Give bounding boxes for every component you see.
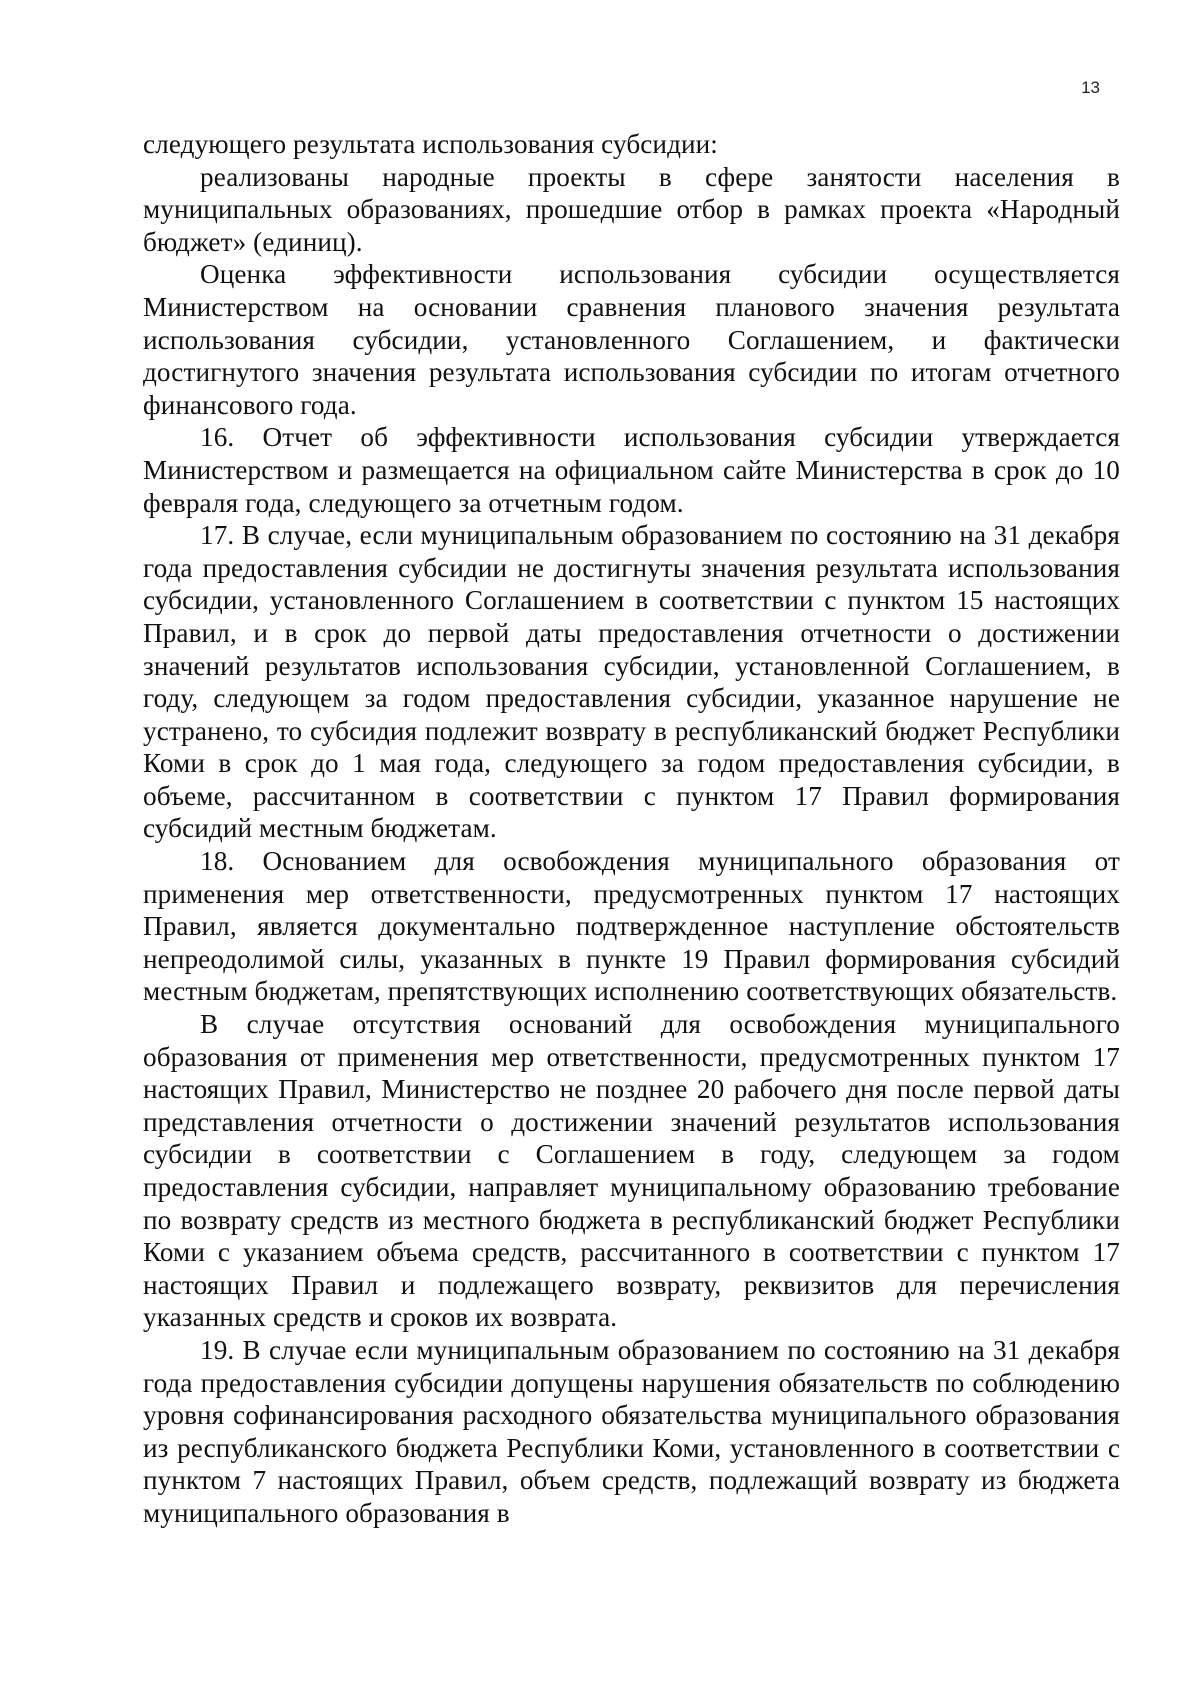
paragraph-item-18: 18. Основанием для освобождения муниципального образования от применения мер ответственности, предусмотренных пунктом 17 настоящих Правил, является документально подтвержденное наступление обстоятельств непреодолимой силы, указанных в пункте 19 Правил формирования субсидий местным бюджетам, препятствующих исполнению соответствующих обязательств. <box>143 846 1120 1007</box>
page-number: 13 <box>1081 78 1100 97</box>
paragraph-item-16: 16. Отчет об эффективности использования субсидии утверждается Министерством и размещается на официальном сайте Министерства в срок до 10 февраля года, следующего за отчетным годом. <box>143 422 1120 518</box>
paragraph-result-item: реализованы народные проекты в сфере занятости населения в муниципальных образованиях, прошедшие отбор в рамках проекта «Народный бюджет» (единиц). <box>143 161 1120 257</box>
paragraph-efficiency-assessment: Оценка эффективности использования субсидии осуществляется Министерством на основании сравнения планового значения результата использования субсидии, установленного Соглашением, и фактически достигнутого значения результата использования субсидии по итогам отчетного финансового года. <box>143 259 1120 420</box>
paragraph-no-grounds: В случае отсутствия оснований для освобождения муниципального образования от применения мер ответственности, предусмотренных пунктом 17 настоящих Правил, Министерство не позднее 20 рабочего дня после первой даты представления отчетности о достижении значений результатов использования субсидии в соответствии с Соглашением в году, следующем за годом предоставления субсидии, направляет муниципальному образованию требование по возврату средств из местного бюджета в республиканский бюджет Республики Коми с указанием объема средств, рассчитанного в соответствии с пунктом 17 настоящих Правил и подлежащего возврату, реквизитов для перечисления указанных средств и сроков их возврата. <box>143 1009 1120 1333</box>
paragraph-item-17: 17. В случае, если муниципальным образованием по состоянию на 31 декабря года предоставления субсидии не достигнуты значения результата использования субсидии, установленного Соглашением в соответствии с пунктом 15 настоящих Правил, и в срок до первой даты предоставления отчетности о достижении значений результатов использования субсидии, установленной Соглашением, в году, следующем за годом предоставления субсидии, указанное нарушение не устранено, то субсидия подлежит возврату в республиканский бюджет Республики Коми в срок до 1 мая года, следующего за годом предоставления субсидии, в объеме, рассчитанном в соответствии с пунктом 17 Правил формирования субсидий местным бюджетам. <box>143 520 1120 844</box>
document-body <box>143 128 1120 1530</box>
paragraph-continuation: следующего результата использования субсидии: <box>143 129 718 159</box>
paragraph-item-19: 19. В случае если муниципальным образованием по состоянию на 31 декабря года предоставления субсидии допущены нарушения обязательств по соблюдению уровня софинансирования расходного обязательства муниципального образования из республиканского бюджета Республики Коми, установленного в соответствии с пунктом 7 настоящих Правил, объем средств, подлежащий возврату из бюджета муниципального образования в <box>143 1334 1120 1528</box>
